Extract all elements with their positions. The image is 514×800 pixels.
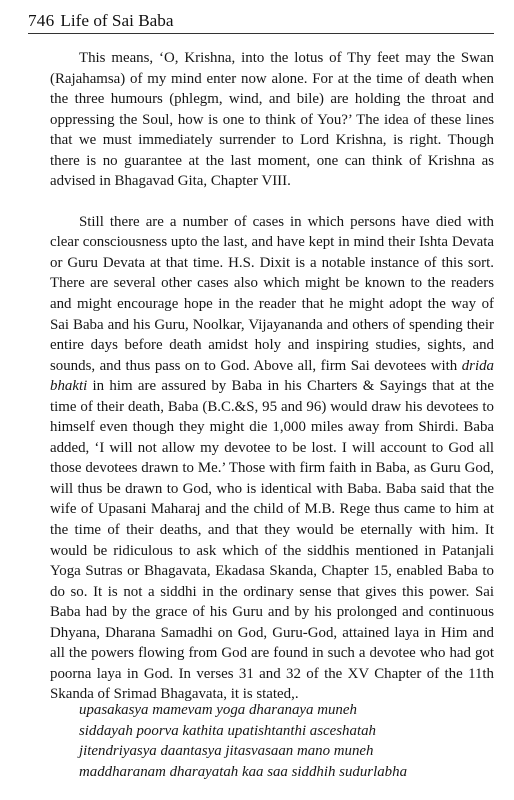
body-text <box>50 48 494 705</box>
verse-line-3: jitendriyasya daantasya jitasvasaan mano muneh <box>79 743 374 759</box>
paragraph-2-part-1: Still there are a number of cases in which persons have died with clear consciousness upto the last, and have kept in mind their Ishta Devata or Guru Devata at that time. H.S. Dixit is a notable instance of this sort. There are several other cases also which might be known to the readers and might encourage hope in the reader that he might adopt the way of Sai Baba and his Guru, Noolkar, Vijayananda and others of spending their entire days before death amidst holy and inspiring studies, sights, and sounds, and thus pass on to God. Above all, firm Sai devotees with <box>50 213 494 374</box>
verse-line-1: upasakasya mamevam yoga dharanaya muneh <box>79 702 357 718</box>
verse-line-4: maddharanam dharayatah kaa saa siddhih sudurlabha <box>79 763 408 780</box>
verse-line-2: siddayah poorva kathita upatishtanthi asceshatah <box>79 722 376 739</box>
running-title: Life of Sai Baba <box>60 11 174 30</box>
paragraph-1: This means, ‘O, Krishna, into the lotus of Thy feet may the Swan (Rajahamsa) of my mind enter now alone. For at the time of death when the three humours (phlegm, wind, and bile) are holding the throat and oppressing the Soul, how is one to think of You?’ The idea of these lines that we must immediately surrender to Lord Krishna, is right. Though there is no guarantee at the last moment, one can think of Krishna as advised in Bhagavad Gita, Chapter VIII. <box>50 50 494 190</box>
page-number: 746 <box>28 11 55 30</box>
paragraph-2 <box>50 212 494 705</box>
header-rule <box>28 33 494 34</box>
paragraph-2-part-2: in him are assured by Baba in his Charters & Sayings that at the time of their death, Baba (B.C.&S, 95 and 96) would draw his devotees to himself even though they might die 1,000 miles away from Shirdi. Baba added, ‘I will not allow my devotee to be lost. I will account to God all those devotees drawn to Me.’ Those with firm faith in Baba, as Guru God, will thus be drawn to God, who is identical with Baba. Baba said that the wife of Upasani Maharaj and the child of M.B. Rege thus came to him at the time of their deaths, and that they would be eternally with him. It would be ridiculous to ask which of the siddhis mentioned in Patanjali Yoga Sutras or Bhagavata, Ekadasa Skanda, Chapter 15, enabled Baba to do so. It is not a siddhi in the ordinary sense that gives this power. Sai Baba had by the grace of his Guru and by his prolonged and continuous Dhyana, Dharana Samadhi on God, Guru-God, attained laya in Him and all the powers flowing from God are found in such a devotee who had got poorna laya in God. In verses 31 and 32 of the XV Chapter of the 11th Skanda of Srimad Bhagavata, it is stated,. <box>50 378 494 703</box>
sanskrit-verse <box>79 700 499 782</box>
page-header <box>28 10 174 32</box>
italic-term-drida-bhakti: drida bhakti <box>50 357 494 395</box>
